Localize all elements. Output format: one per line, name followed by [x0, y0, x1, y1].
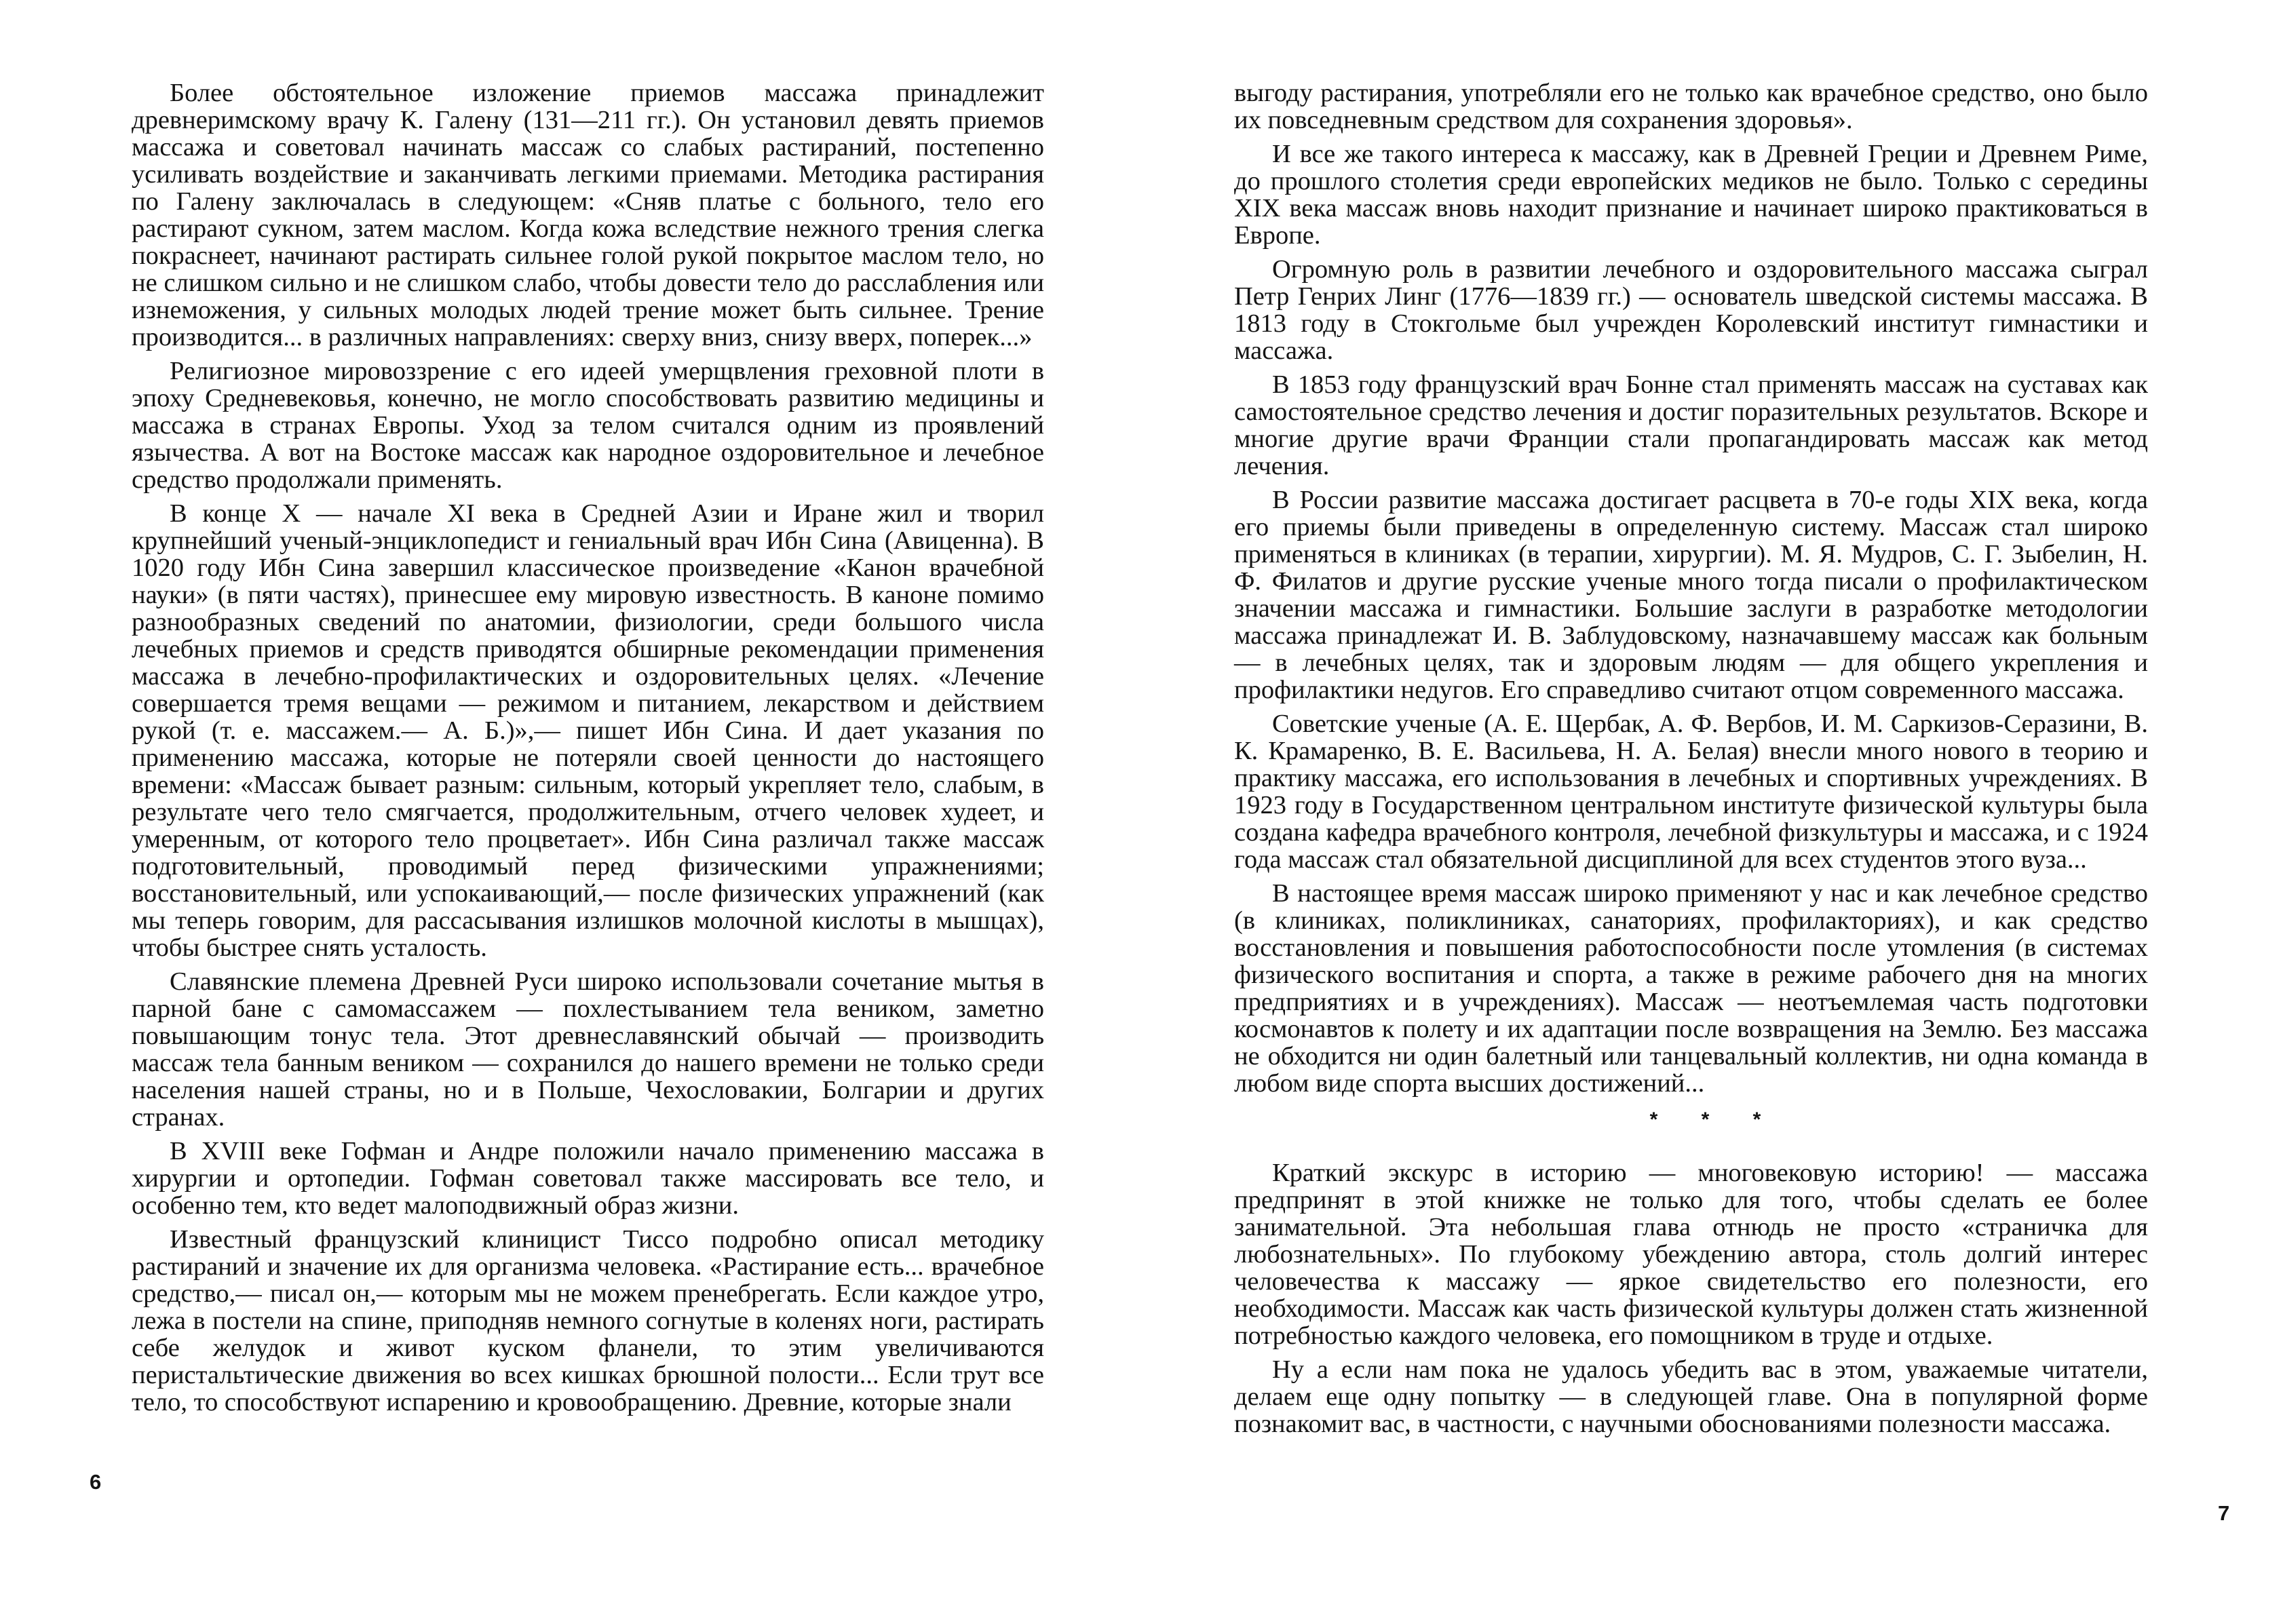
paragraph: В XVIII веке Гофман и Андре положили начало применению массажа в хирургии и ортопедии. Гофман советовал также массировать все тело, и особенно тем, кто ведет малоподвижный образ жизни. — [132, 1137, 1044, 1220]
paragraph: В 1853 году французский врач Бонне стал применять массаж на суставах как самостоятельное средство лечения и достиг поразительных результатов. Вскоре и многие другие врачи Франции стали пропагандировать массаж как метод лечения. — [1234, 370, 2148, 480]
section-separator: * * * — [1649, 1108, 1780, 1131]
left-text-column — [132, 79, 1044, 1423]
paragraph: Известный французский клиницист Тиссо подробно описал методику растираний и значение их для организма человека. «Растирание есть... врачебное средство,— писал он,— которым мы не можем пренебрегать. Если каждое утро, лежа в постели на спине, приподняв немного согнутые в коленях ноги, растирать себе желудок и живот куском фланели, то этим увеличиваются перистальтические движения во всех кишках брюшной полости... Если трут все тело, то способствуют испарению и кровообращению. Древние, которые знали — [132, 1225, 1044, 1416]
paragraph: В России развитие массажа достигает расцвета в 70-е годы XIX века, когда его приемы были приведены в определенную систему. Массаж стал широко применяться в клиниках (в терапии, хирургии). М. Я. Мудров, С. Г. Зыбелин, Н. Ф. Филатов и другие русские ученые много тогда писали о профилактическом значении массажа и гимнастики. Большие заслуги в разработке методологии массажа принадлежат И. В. Заблудовскому, назначавшему массаж как больным — в лечебных целях, так и здоровым людям — для общего укрепления и профилактики недугов. Его справедливо считают отцом современного массажа. — [1234, 486, 2148, 704]
right-page — [1141, 0, 2283, 1624]
paragraph: В конце X — начале XI века в Средней Азии и Иране жил и творил крупнейший ученый-энциклопедист и гениальный врач Ибн Сина (Авиценна). В 1020 году Ибн Сина завершил классическое произведение «Канон врачебной науки» (в пяти частях), принесшее ему мировую известность. В каноне помимо разнообразных сведений по анатомии, физиологии, среди большого числа лечебных приемов и средств приводятся обширные рекомендации применения массажа в лечебно-профилактических и оздоровительных целях. «Лечение совершается тремя вещами — режимом и питанием, лекарством и действием рукой (т. е. массажем.— А. Б.)»,— пишет Ибн Сина. И дает указания по применению массажа, которые не потеряли своей ценности до настоящего времени: «Массаж бывает разным: сильным, который укрепляет тело, слабым, в результате чего тело смягчается, продолжительным, отчего человек худеет, и умеренным, от которого тело процветает». Ибн Сина различал также массаж подготовительный, проводимый перед физическими упражнениями; восстановительный, или успокаивающий,— после физических упражнений (как мы теперь говорим, для рассасывания излишков молочной кислоты в мышцах), чтобы быстрее снять усталость. — [132, 499, 1044, 962]
page-number: 7 — [2218, 1501, 2230, 1525]
paragraph: Огромную роль в развитии лечебного и оздоровительного массажа сыграл Петр Генрих Линг (1776—1839 гг.) — основатель шведской системы массажа. В 1813 году в Стокгольме был учрежден Королевский институт гимнастики и массажа. — [1234, 255, 2148, 365]
paragraph: Славянские племена Древней Руси широко использовали сочетание мытья в парной бане с самомассажем — похлестыванием тела веником, заметно повышающим тонус тела. Этот древнеславянский обычай — производить массаж тела банным веником — сохранился до нашего времени не только среди населения нашей страны, но и в Польше, Чехословакии, Болгарии и других странах. — [132, 967, 1044, 1132]
paragraph: Советские ученые (А. Е. Щербак, А. Ф. Вербов, И. М. Саркизов-Серазини, В. К. Крамаренко, В. Е. Васильева, Н. А. Белая) внесли много нового в теорию и практику массажа, его использования в лечебных и спортивных учреждениях. В 1923 году в Государственном центральном институте физической культуры была создана кафедра врачебного контроля, лечебной физкультуры и массажа, и с 1924 года массаж стал обязательной дисциплиной для всех студентов этого вуза... — [1234, 710, 2148, 874]
paragraph: Ну а если нам пока не удалось убедить вас в этом, уважаемые читатели, делаем еще одну попытку — в следующей главе. Она в популярной форме познакомит вас, в частности, с научными обоснованиями полезности массажа. — [1234, 1355, 2148, 1438]
paragraph: Религиозное мировоззрение с его идеей умерщвления греховной плоти в эпоху Средневековья, конечно, не могло способствовать развитию медицины и массажа в странах Европы. Уход за телом считался одним из проявлений язычества. А вот на Востоке массаж как народное оздоровительное и лечебное средство продолжали применять. — [132, 357, 1044, 494]
paragraph: И все же такого интереса к массажу, как в Древней Греции и Древнем Риме, до прошлого столетия среди европейских медиков не было. Только с середины XIX века массаж вновь находит признание и начинает широко практиковаться в Европе. — [1234, 140, 2148, 250]
page-number: 6 — [90, 1470, 102, 1494]
right-text-column — [1234, 79, 2148, 1444]
left-page — [0, 0, 1141, 1624]
paragraph: Краткий экскурс в историю — многовековую историю! — массажа предпринят в этой книжке не только для того, чтобы сделать ее более занимательной. Эта небольшая глава отнюдь не просто «страничка для любознательных». По глубокому убеждению автора, столь долгий интерес человечества к массажу — яркое свидетельство его полезности, его необходимости. Массаж как часть физической культуры должен стать жизненной потребностью каждого человека, его помощником в труде и отдыхе. — [1234, 1159, 2148, 1350]
paragraph: Более обстоятельное изложение приемов массажа принадлежит древнеримскому врачу К. Галену (131—211 гг.). Он установил девять приемов массажа и советовал начинать массаж со слабых растираний, постепенно усиливать воздействие и заканчивать легкими приемами. Методика растирания по Галену заключалась в следующем: «Сняв платье с больного, тело его растирают сукном, затем маслом. Когда кожа вследствие нежного трения слегка покраснеет, начинают растирать сильнее голой рукой покрытое маслом тело, но не слишком сильно и не слишком слабо, чтобы довести тело до расслабления или изнеможения, у сильных молодых людей трение может быть сильнее. Трение производится... в различных направлениях: сверху вниз, снизу вверх, поперек...» — [132, 79, 1044, 351]
paragraph: В настоящее время массаж широко применяют у нас и как лечебное средство (в клиниках, поликлиниках, санаториях, профилакториях), и как средство восстановления и повышения работоспособности после утомления (в системах физического воспитания и спорта, а также в режиме рабочего дня на многих предприятиях и в учреждениях). Массаж — неотъемлемая часть подготовки космонавтов к полету и их адаптации после возвращения на Землю. Без массажа не обходится ни один балетный или танцевальный коллектив, ни одна команда в любом виде спорта высших достижений... — [1234, 879, 2148, 1098]
paragraph: выгоду растирания, употребляли его не только как врачебное средство, оно было их повседневным средством для сохранения здоровья». — [1234, 79, 2148, 134]
